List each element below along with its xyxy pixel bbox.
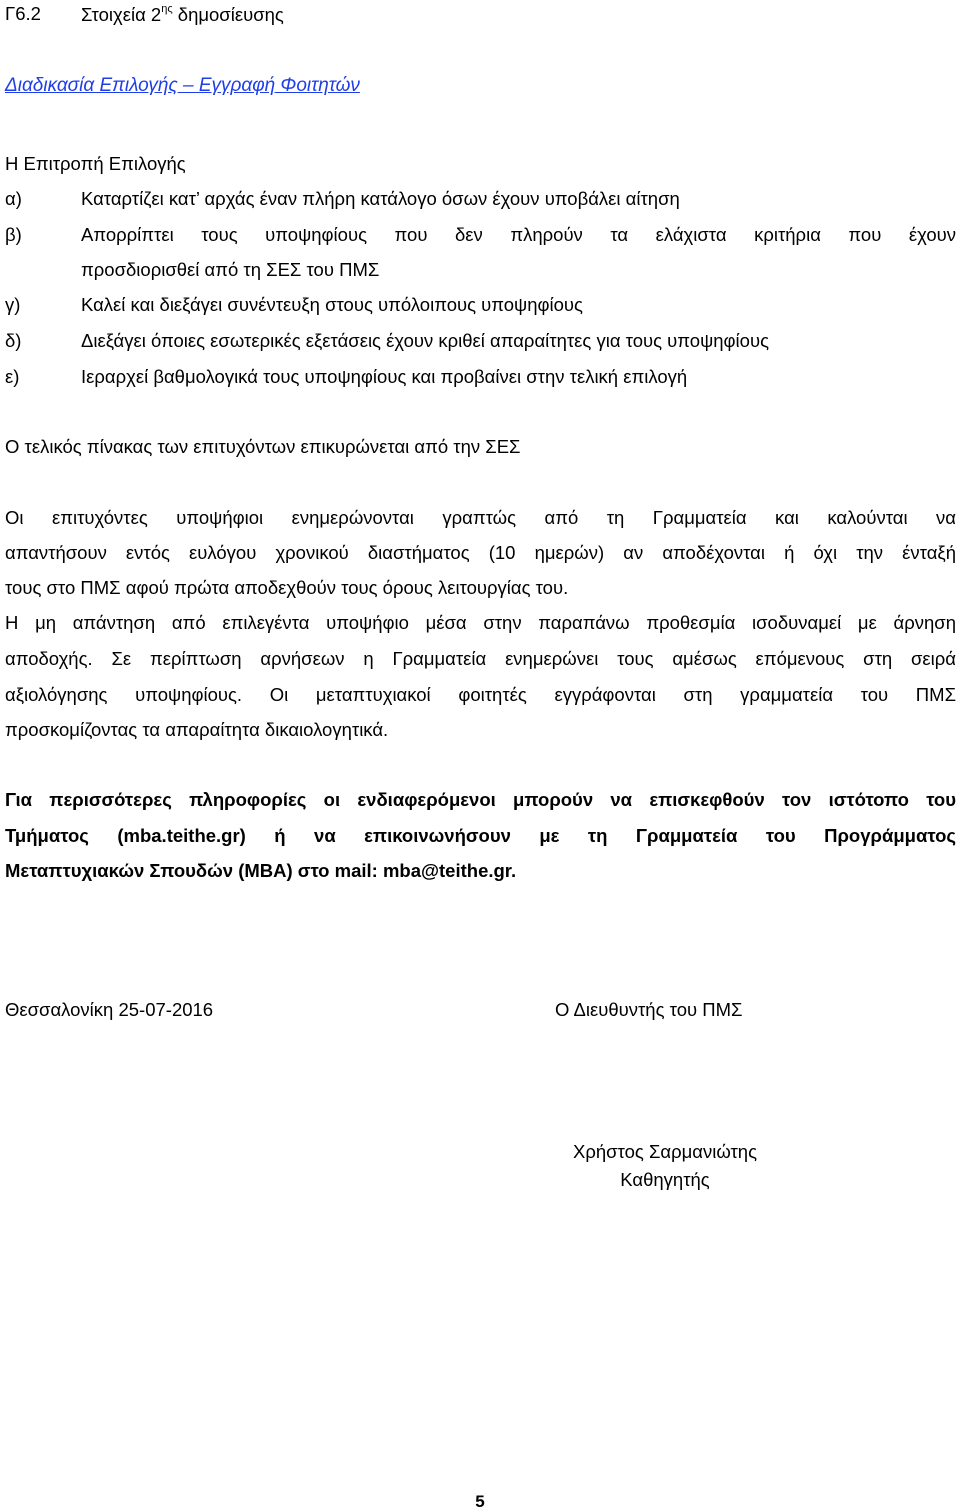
list-item-letter: β): [5, 224, 22, 245]
signatory-role: Καθηγητής: [620, 1169, 710, 1190]
section-code: Γ6.2: [5, 3, 41, 24]
list-item-letter: δ): [5, 330, 22, 351]
final-table-statement: Ο τελικός πίνακας των επιτυχόντων επικυρώνεται από την ΣΕΣ: [5, 436, 521, 457]
list-item-letter: γ): [5, 294, 21, 315]
list-item-text: Ιεραρχεί βαθμολογικά τους υποψηφίους και προβαίνει στην τελική επιλογή: [81, 366, 688, 387]
section-title: Στοιχεία $2^{\eta\varsigma}$ δημοσίευσης: [81, 3, 284, 25]
list-item-text: Καταρτίζει κατ’ αρχάς έναν πλήρη κατάλογο όσων έχουν υποβάλει αίτηση: [81, 188, 680, 209]
paragraph-line: απαντήσουν εντός ευλόγου χρονικού διαστήματος (10 ημερών) αν αποδέχονται ή όχι την ένταξή: [5, 542, 956, 563]
info-line: Για περισσότερες πληροφορίες οι ενδιαφερόμενοι μπορούν να επισκεφθούν τον ιστότοπο του: [5, 789, 956, 810]
list-item-text: Απορρίπτει τους υποψηφίους που δεν πληρούν τα ελάχιστα κριτήρια που έχουν: [81, 224, 956, 245]
list-item-letter: ε): [5, 366, 20, 387]
committee-intro: Η Επιτροπή Επιλογής: [5, 153, 186, 174]
ordinal-superscript: ης: [161, 3, 173, 15]
signatory-title: Ο Διευθυντής του ΠΜΣ: [555, 999, 743, 1020]
info-line: Τμήματος (mba.teithe.gr) ή να επικοινωνήσουν με τη Γραμματεία του Προγράμματος: [5, 825, 956, 846]
signatory-name: Χρήστος Σαρμανιώτης: [572, 1141, 758, 1162]
paragraph-line: αποδοχής. Σε περίπτωση αρνήσεων η Γραμματεία ενημερώνει τους αμέσως επόμενους στη σειρά: [5, 648, 956, 669]
paragraph-line: Οι επιτυχόντες υποψήφιοι ενημερώνονται γραπτώς από τη Γραμματεία και καλούνται να: [5, 507, 956, 528]
page-number: 5: [475, 1492, 485, 1511]
paragraph-line: προσκομίζοντας τα απαραίτητα δικαιολογητικά.: [5, 719, 389, 740]
list-item-text-continued: προσδιορισθεί από τη ΣΕΣ του ΠΜΣ: [81, 259, 380, 280]
place-date: Θεσσαλονίκη 25-07-2016: [5, 999, 214, 1020]
page-heading: Διαδικασία Επιλογής – Εγγραφή Φοιτητών: [5, 75, 360, 96]
paragraph-line: αξιολόγησης υποψηφίους. Οι μεταπτυχιακοί φοιτητές εγγράφονται στη γραμματεία του ΠΜΣ: [5, 684, 956, 705]
list-item-letter: α): [5, 188, 22, 209]
paragraph-line: τους στο ΠΜΣ αφού πρώτα αποδεχθούν τους όρους λειτουργίας του.: [5, 577, 569, 598]
paragraph-line: Η μη απάντηση από επιλεγέντα υποψήφιο μέσα στην παραπάνω προθεσμία ισοδυναμεί με άρνηση: [5, 612, 956, 633]
info-line: Μεταπτυχιακών Σπουδών (MBA) στο mail: mba@teithe.gr.: [5, 860, 517, 881]
list-item-text: Καλεί και διεξάγει συνέντευξη στους υπόλοιπους υποψηφίους: [81, 294, 583, 315]
list-item-text: Διεξάγει όποιες εσωτερικές εξετάσεις έχουν κριθεί απαραίτητες για τους υποψηφίους: [81, 330, 769, 351]
